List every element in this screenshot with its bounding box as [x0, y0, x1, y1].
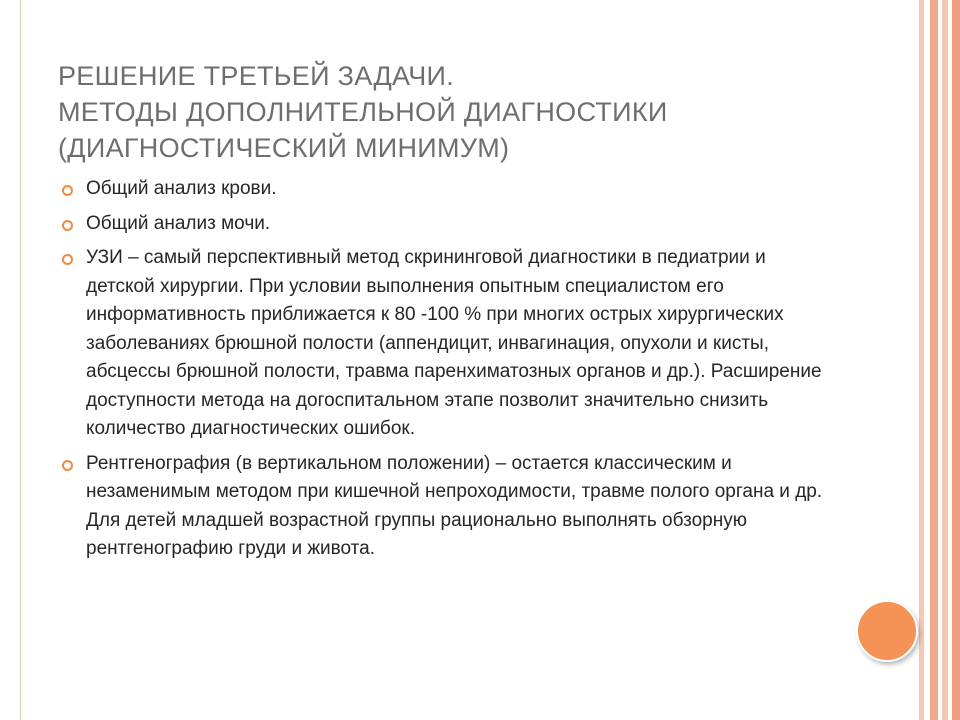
- stripe-3: [942, 0, 948, 720]
- bullet-item: [58, 210, 833, 239]
- bullet-circle-icon: [62, 220, 73, 231]
- decorative-circle-icon: [856, 600, 918, 662]
- bullet-text: Рентгенография (в вертикальном положении) – остается классическим и незаменимым методом при кишечной непроходимости, травме полого органа и др. Для детей младшей возрастной группы рационально выполнять обзорную рентгенографию груди и живота.: [86, 452, 823, 559]
- title-line-3: (ДИАГНОСТИЧЕСКИЙ МИНИМУМ): [58, 133, 510, 163]
- bullet-text: УЗИ – самый перспективный метод скрининговой диагностики в педиатрии и детской хирургии. При условии выполнения опытным специалистом его информативность приближается к 80 -100 % при многих острых хирургических заболеваниях брюшной полости (аппендицит, инвагинация, опухоли и кисты, абсцессы брюшной полости, травма паренхиматозных органов и др.). Расширение доступности метода на догоспитальном этапе позволит значительно снизить количество диагностических ошибок.: [86, 247, 822, 439]
- bullet-item: [58, 244, 833, 444]
- bullet-circle-icon: [62, 460, 73, 471]
- stripe-1: [920, 0, 924, 720]
- slide-title: [58, 58, 878, 166]
- bullet-list: [58, 175, 833, 570]
- stripe-2: [930, 0, 938, 720]
- bullet-text: Общий анализ мочи.: [86, 212, 271, 234]
- bullet-text: Общий анализ крови.: [86, 178, 277, 199]
- title-line-1: РЕШЕНИЕ ТРЕТЬЕЙ ЗАДАЧИ.: [58, 61, 455, 91]
- bullet-circle-icon: [62, 185, 73, 196]
- decorative-stripes: [920, 0, 960, 720]
- stripe-4: [952, 0, 960, 720]
- bullet-item: [58, 450, 833, 564]
- title-line-2: МЕТОДЫ ДОПОЛНИТЕЛЬНОЙ ДИАГНОСТИКИ: [58, 97, 668, 127]
- bullet-item: [58, 175, 833, 204]
- bullet-circle-icon: [62, 254, 73, 265]
